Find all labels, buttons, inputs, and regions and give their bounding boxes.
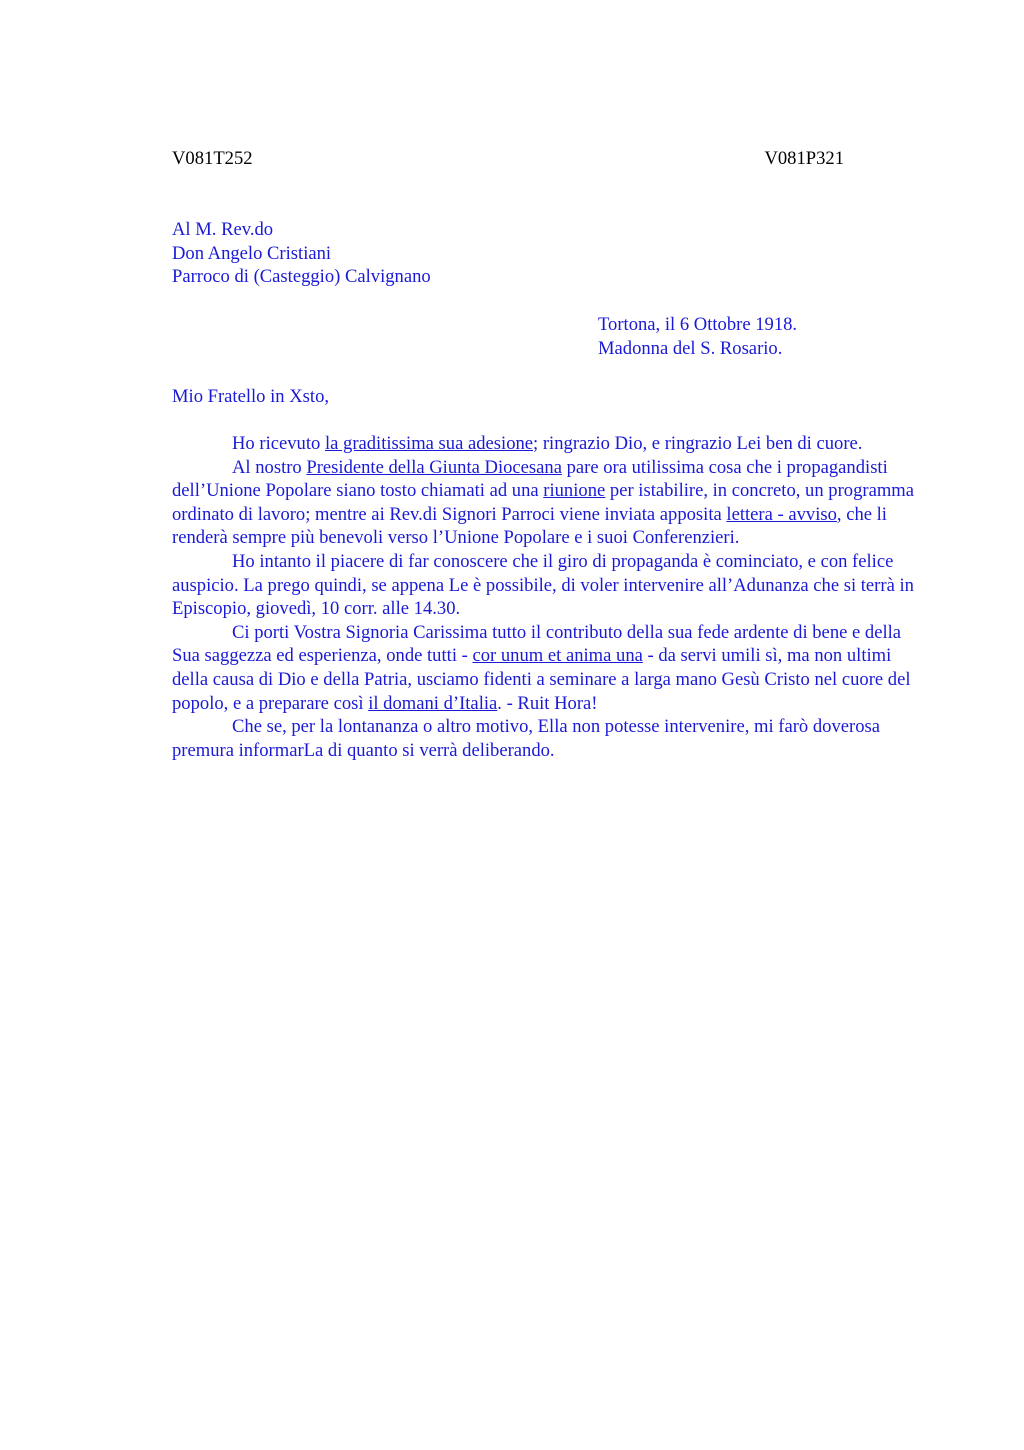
paragraph-1 [172,432,922,456]
underlined-phrase: cor unum et anima una [472,645,643,667]
underlined-phrase: lettera - avviso [726,503,837,525]
text-run: Ci porti Vostra Signoria Carissima tutto il contributo della sua fede ardente di bene e della Sua saggezza ed esperienza, onde tutti - [172,621,902,667]
date-block [598,313,797,360]
underlined-phrase: la graditissima sua adesione [324,433,534,454]
text-run: Ho ricevuto [232,433,325,454]
text-run: Al nostro [232,456,307,478]
text-run: ; ringrazio Dio, e ringrazio Lei ben di cuore. [533,433,863,454]
paragraph-4 [172,621,922,715]
underlined-phrase: Presidente della Giunta Diocesana [306,456,562,478]
date-line: Tortona, il 6 Ottobre 1918. [598,314,798,335]
text-run: - da servi umili sì, ma non ultimi della causa di Dio e della Patria, usciamo fidenti a seminare a larga mano Gesù Cristo nel cuore del popolo, e a preparare così [172,645,911,714]
document-code-left: V081T252 [172,148,253,169]
letter-body [172,432,922,762]
text-run: , che li renderà sempre più benevoli verso l’Unione Popolare e i suoi Conferenzieri. [172,503,887,549]
feast-line: Madonna del S. Rosario. [598,337,783,359]
text-run: pare ora utilissima cosa che i propagandisti dell’Unione Popolare siano tosto chiamati ad una [172,456,888,502]
underlined-phrase: riunione [543,480,606,502]
salutation: Mio Fratello in Xsto, [172,386,330,407]
paragraph-2 [172,456,922,550]
recipient-line: Al M. Rev.do [172,219,274,240]
document-code-right: V081P321 [764,148,844,169]
text-run: . - Ruit Hora! [497,692,598,714]
recipient-address [172,218,431,289]
underlined-phrase: il domani d’Italia [368,692,498,714]
recipient-line: Don Angelo Cristiani [172,242,332,264]
recipient-line: Parroco di (Casteggio) Calvignano [172,266,431,288]
text-run: per istabilire, in concreto, un programma ordinato di lavoro; mentre ai Rev.di Signori Parroci viene inviata apposita [172,480,915,525]
paragraph-5: Che se, per la lontananza o altro motivo, Ella non potesse intervenire, mi farò doverosa premura informarLa di quanto si verrà deliberando. [172,716,880,761]
paragraph-3: Ho intanto il piacere di far conoscere che il giro di propaganda è cominciato, e con felice auspicio. La prego quindi, se appena Le è possibile, di voler intervenire all’Adunanza che si terrà in Episcopio, giovedì, 10 corr. alle 14.30. [172,550,914,620]
